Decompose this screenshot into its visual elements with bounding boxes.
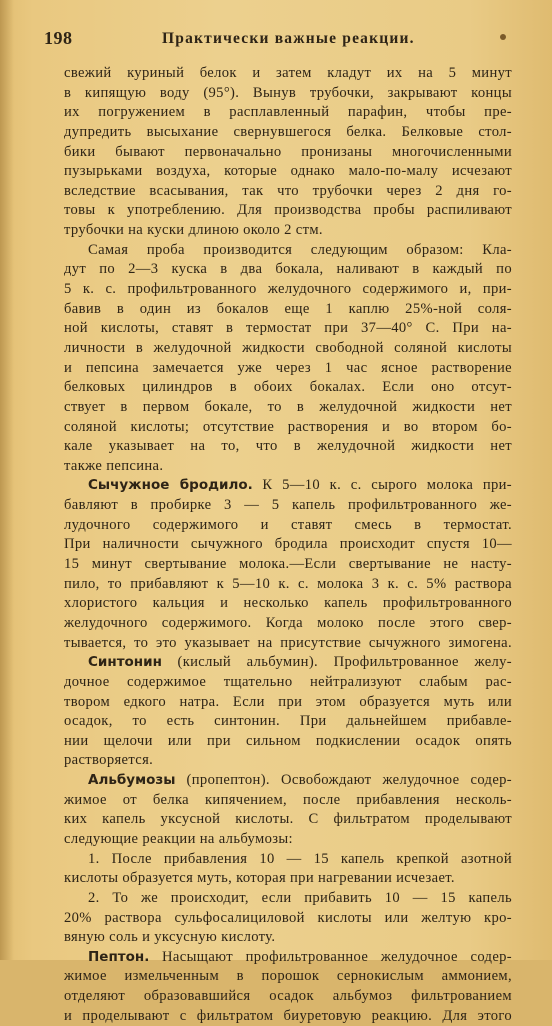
text-line: дочное содержимое тщательно нейтрализуют слабым рас- xyxy=(64,673,512,690)
text-line: 2. То же происходит, если прибавить 10 — 15 капель xyxy=(88,889,512,906)
text-line: товы к употреблению. Для производства пробы распиливают xyxy=(64,202,512,219)
section-lead: Синтонин xyxy=(88,654,162,671)
text-line: ствует в первом бокале, то в желудочной жидкости нет xyxy=(64,398,512,415)
section-lead: Сычужное бродило. xyxy=(88,477,253,494)
text-line: бавляют в пробирке 3 — 5 капель профильтрованного же- xyxy=(64,497,512,514)
text-line: 20% раствора сульфосалициловой кислоты или желтую кро- xyxy=(64,909,512,926)
text-line: осадок, то есть синтонин. При дальнейшем прибавле- xyxy=(64,713,512,730)
text-line: 1. После прибавления 10 — 15 капель крепкой азотной xyxy=(88,850,512,867)
text-line: свежий куриный белок и затем кладут их на 5 минут xyxy=(64,65,512,81)
text-line: 5 к. с. профильтрованного желудочного содержимого и, при- xyxy=(64,281,512,298)
paragraph xyxy=(64,653,512,771)
text-line: трубочки на куски длиною около 2 стм. xyxy=(64,222,323,239)
text-line: пузырьками воздуха, которые однако мало-по-малу исчезают xyxy=(64,163,512,180)
section-lead: Альбумозы xyxy=(88,772,176,789)
text-line xyxy=(64,771,512,791)
text-line: отделяют образовавшийся осадок альбумоз фильтрованием xyxy=(64,988,512,1005)
text-line: кислоты образуется муть, которая при нагревании исчезает. xyxy=(64,870,455,887)
running-title: Практически важные реакции. xyxy=(162,30,415,47)
text-line: лудочного содержимого и ставят смесь в термостат. xyxy=(64,516,512,533)
text-run: Насыщают профильтрованное желудочное содер- xyxy=(162,948,512,965)
text-line: хлористого кальция и несколько капель профильтрованного xyxy=(64,595,512,612)
text-line: тывается, то это указывает на присутствие сычужного зимогена. xyxy=(64,634,512,651)
header-ornament xyxy=(500,34,506,40)
section-lead: Пептон. xyxy=(88,948,150,965)
text-line: следующие реакции на альбумозы: xyxy=(64,830,293,847)
paragraph xyxy=(64,771,512,850)
text-line: желудочного содержимого. Когда молоко после этого свер- xyxy=(64,614,512,631)
text-line: жимое измельченным в порошок сернокислым аммонием, xyxy=(64,968,512,985)
text-line: бики бывают первоначально пронизаны многочисленными xyxy=(64,143,512,160)
text-run: К 5—10 к. с. сырого молока при- xyxy=(262,477,512,494)
text-line: также пепсина. xyxy=(64,457,164,474)
text-line: бавив в один из бокалов еще 1 каплю 25%-ной соля- xyxy=(64,300,512,317)
text-line: 15 минут свертывание молока.—Если свертывание не насту- xyxy=(64,556,512,573)
text-run: (пропептон). Освобождают желудочное содер- xyxy=(186,772,512,789)
text-line xyxy=(64,948,512,968)
text-line xyxy=(64,653,512,673)
page-number: 198 xyxy=(44,28,73,48)
text-line: в кипящую воду (95°). Вынув трубочки, закрывают концы xyxy=(64,84,512,101)
text-line: растворяется. xyxy=(64,752,154,769)
text-line: и пепсина замечается уже через 1 час ясное растворение xyxy=(64,359,512,376)
text-line: Самая проба производится следующим образом: Кла- xyxy=(88,241,512,258)
page-binding-shadow xyxy=(0,0,14,960)
text-line: соляной кислоты; отсутствие растворения и во втором бо- xyxy=(64,418,512,435)
list-item xyxy=(64,850,512,889)
text-line: вследствие всасывания, так что трубочки через 2 дня го- xyxy=(64,182,512,199)
text-line: их погружением в расплавленный парафин, чтобы пре- xyxy=(64,104,512,121)
text-line: пило, то прибавляют к 5—10 к. с. молока 3 к. с. 5% раствора xyxy=(64,575,512,592)
text-run: (кислый альбумин). Профильтрованное желу- xyxy=(177,654,512,671)
body-text xyxy=(64,64,512,1026)
page-header xyxy=(44,28,516,52)
paragraph xyxy=(64,476,512,653)
text-line xyxy=(64,476,512,496)
text-line: жимое от белка кипячением, после прибавления несколь- xyxy=(64,791,512,808)
paragraph xyxy=(64,241,512,477)
text-line: белковых цилиндров в обоих бокалах. Если оно отсут- xyxy=(64,379,512,396)
text-line: ной кислоты, ставят в термостат при 37—40° С. При на- xyxy=(64,320,512,337)
list-item xyxy=(64,889,512,948)
text-line: При наличности сычужного бродила происходит спустя 10— xyxy=(64,536,512,553)
text-line: личности в желудочной жидкости свободной соляной кислоты xyxy=(64,339,512,356)
text-line: ких капель уксусной кислоты. С фильтратом проделывают xyxy=(64,811,512,828)
text-line: дупредить высыхание свернувшегося белка. Белковые стол- xyxy=(64,123,512,140)
text-line: нии щелочи или при сильном подкислении осадок опять xyxy=(64,732,512,749)
text-line: и проделывают с фильтратом биуретовую реакцию. Для этого xyxy=(64,1007,512,1024)
text-line: дут по 2—3 куска в два бокала, наливают в каждый по xyxy=(64,261,512,278)
text-line: твором едкого натра. Если при этом образуется муть или xyxy=(64,693,512,710)
paragraph xyxy=(64,64,512,241)
text-line: вяную соль и уксусную кислоту. xyxy=(64,929,276,946)
text-line: кале указывает на то, что в желудочной жидкости нет xyxy=(64,438,512,455)
